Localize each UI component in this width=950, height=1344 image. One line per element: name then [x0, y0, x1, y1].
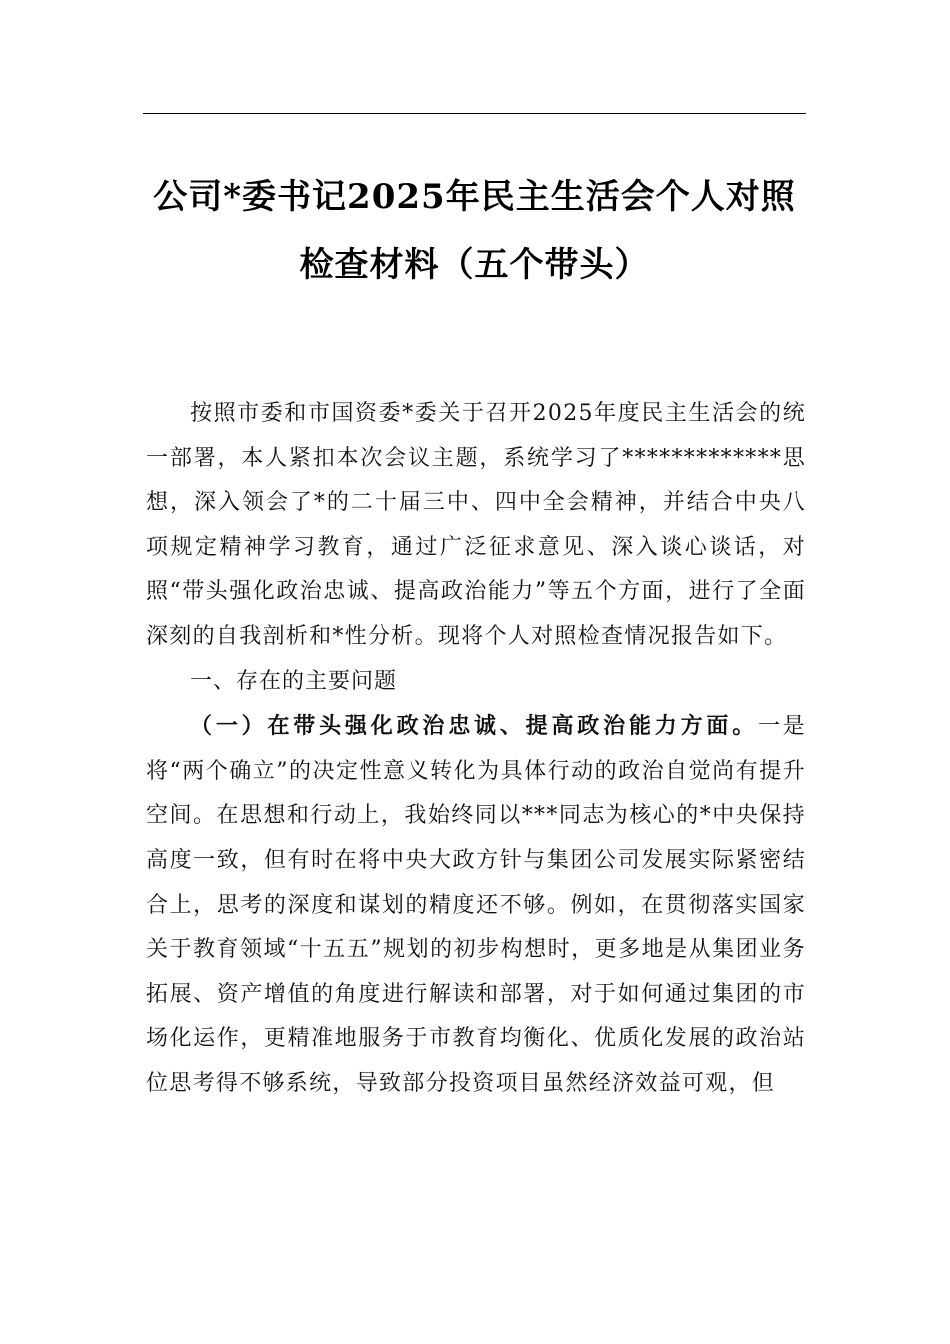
subsection-title: （一）在带头强化政治忠诚、提高政治能力方面。 [190, 713, 759, 740]
subsection-body: 一是将“两个确立”的决定性意义转化为具体行动的政治自觉尚有提升空间。在思想和行动上，我始终同以***同志为核心的*中央保持高度一致，但有时在将中央大政方针与集团公司发展实际紧密结合上，思考的深度和谋划的精度还不够。例如，在贯彻落实国家关于教育领域“十五五”规划的初步构想时，更多地是从集团业务拓展、资产增值的角度进行解读和部署，对于如何通过集团的市场化运作，更精准地服务于市教育均衡化、优质化发展的政治站位思考得不够系统，导致部分投资项目虽然经济效益可观，但 [146, 714, 806, 1096]
intro-paragraph: 按照市委和市国资委*委关于召开2025年度民主生活会的统一部署，本人紧扣本次会议主题，系统学习了*************思想，深入领会了*的二十届三中、四中全会精神，并结合中央八项规定精神学习教育，通过广泛征求意见、深入谈心谈话，对照“带头强化政治忠诚、提高政治能力”等五个方面，进行了全面深刻的自我剖析和*性分析。现将个人对照检查情况报告如下。 [146, 401, 806, 649]
document-body [146, 392, 806, 1107]
title-line-2: 检查材料（五个带头） [299, 245, 650, 285]
section-heading: 一、存在的主要问题 [190, 668, 398, 694]
document-title [143, 163, 806, 299]
subsection-paragraph [146, 704, 806, 1106]
header-rule [143, 113, 806, 114]
title-line-1: 公司*委书记2025年民主生活会个人对照 [153, 177, 796, 217]
